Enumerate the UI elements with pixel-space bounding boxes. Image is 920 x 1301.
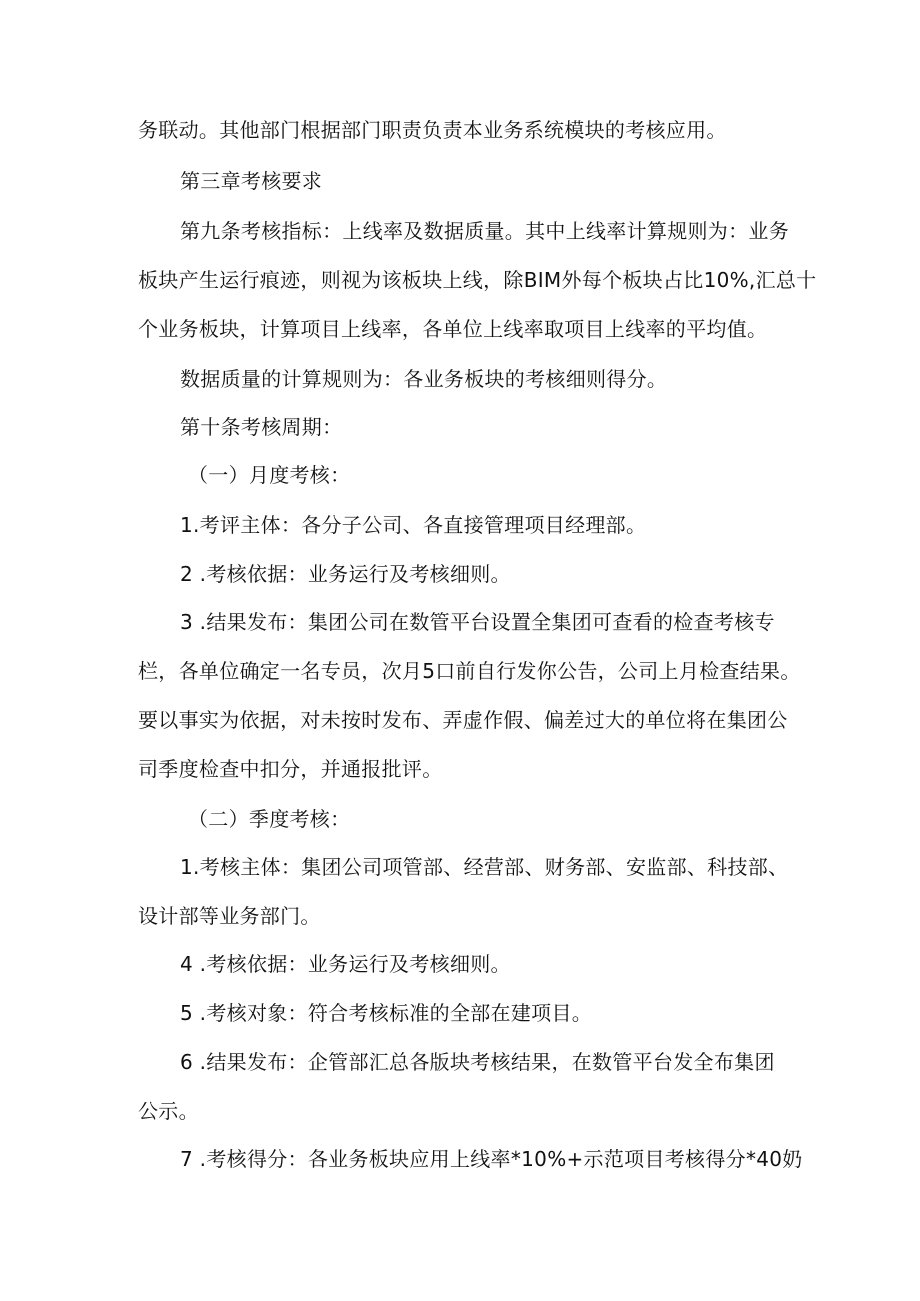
paragraph-line: 要以事实为依据，对未按时发布、弄虚作假、偏差过大的单位将在集团公: [138, 708, 788, 732]
paragraph-line: 务联动。其他部门根据部门职责负责本业务系统模块的考核应用。: [138, 118, 727, 142]
section-heading: （二）季度考核：: [188, 807, 351, 831]
section-heading: （一）月度考核：: [188, 463, 351, 487]
paragraph-line: 板块产生运行痕迹，则视为该板块上线，除BIM外每个板块占比10%,汇总十: [138, 268, 817, 292]
list-item: 4 .考核依据：业务运行及考核细则。: [180, 952, 511, 976]
chapter-heading: 第三章考核要求: [180, 169, 323, 193]
list-item: 3 .结果发布：集团公司在数管平台设置全集团可查看的检查考核专: [180, 610, 775, 634]
paragraph-line: 公示。: [138, 1099, 199, 1123]
list-item: 6 .结果发布：企管部汇总各版块考核结果，在数管平台发全布集团: [180, 1050, 775, 1074]
paragraph-line: 第九条考核指标：上线率及数据质量。其中上线率计算规则为：业务: [180, 219, 789, 243]
paragraph-line: 设计部等业务部门。: [138, 904, 321, 928]
paragraph-line: 栏，各单位确定一名专员，次月5口前自行发你公告，公司上月检查结果。: [138, 659, 801, 683]
list-item: 5 .考核对象：符合考核标准的全部在建项目。: [180, 1001, 593, 1025]
article-heading: 第十条考核周期：: [180, 415, 343, 439]
paragraph-line: 数据质量的计算规则为：各业务板块的考核细则得分。: [180, 367, 668, 391]
paragraph-line: 司季度检查中扣分，并通报批评。: [138, 757, 443, 781]
list-item: 7 .考核得分：各业务板块应用上线率*10%+示范项目考核得分*40奶: [180, 1147, 803, 1171]
list-item: 2 .考核依据：业务运行及考核细则。: [180, 562, 511, 586]
list-item: 1.考评主体：各分子公司、各直接管理项目经理部。: [180, 513, 647, 537]
list-item: 1.考核主体：集团公司项管部、经营部、财务部、安监部、科技部、: [180, 855, 789, 879]
paragraph-line: 个业务板块，计算项目上线率，各单位上线率取项目上线率的平均值。: [138, 317, 768, 341]
